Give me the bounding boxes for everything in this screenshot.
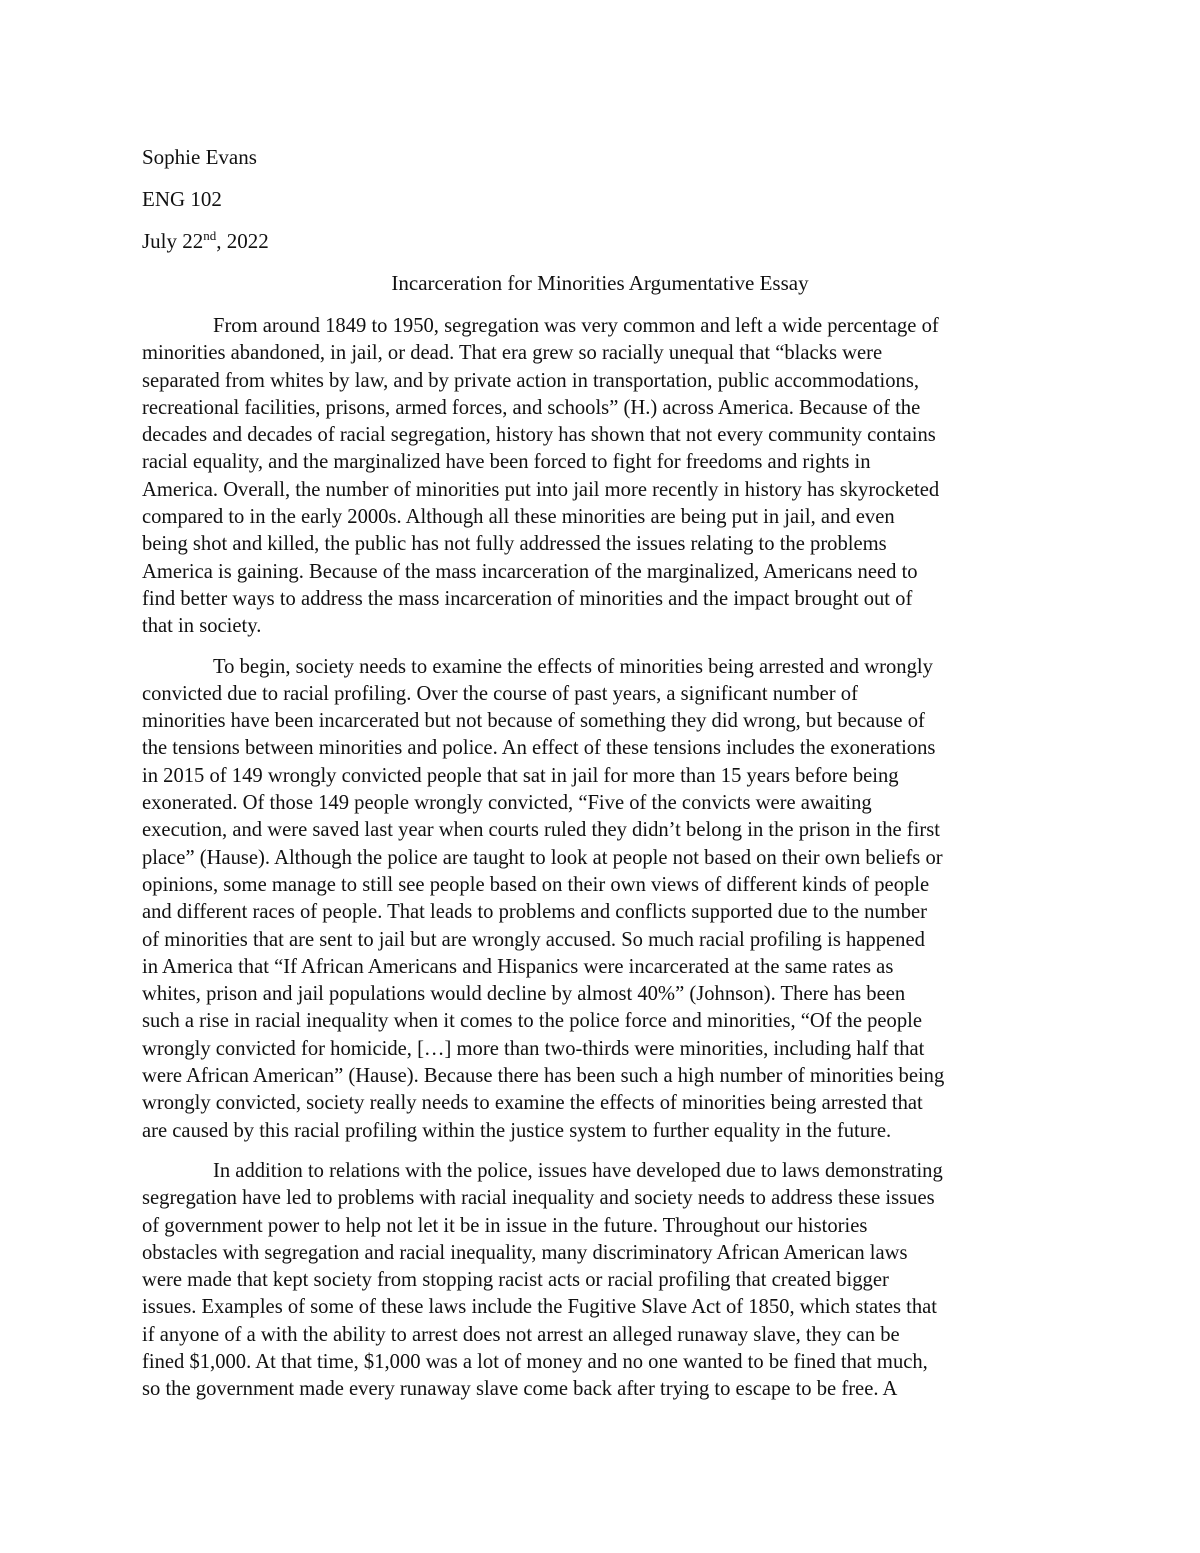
paragraph-line: are caused by this racial profiling within the justice system to further equality in the future. <box>142 1119 892 1142</box>
paragraph-line: America is gaining. Because of the mass incarceration of the marginalized, Americans need to <box>142 560 918 583</box>
date-month-day: July 22 <box>142 229 204 253</box>
paragraph-line: decades and decades of racial segregation, history has shown that not every community contains <box>142 424 936 447</box>
essay-title: Incarceration for Minorities Argumentative Essay <box>391 271 809 295</box>
paragraph-line: recreational facilities, prisons, armed forces, and schools” (H.) across America. Because of the <box>142 396 921 419</box>
paragraph-line: of minorities that are sent to jail but are wrongly accused. So much racial profiling is happened <box>142 928 925 951</box>
paragraph-line: wrongly convicted, society really needs to examine the effects of minorities being arrested that <box>142 1092 923 1115</box>
paragraph-line: separated from whites by law, and by private action in transportation, public accommodations, <box>142 369 920 392</box>
paragraph-line: find better ways to address the mass incarceration of minorities and the impact brought out of <box>142 587 913 610</box>
paragraph-line: that in society. <box>142 615 262 638</box>
paragraph-line: the tensions between minorities and police. An effect of these tensions includes the exonerations <box>142 737 936 760</box>
paragraph-line: To begin, society needs to examine the effects of minorities being arrested and wrongly <box>213 655 933 678</box>
paragraph-line: were made that kept society from stopping racist acts or racial profiling that created bigger <box>142 1269 889 1292</box>
essay-paragraph <box>142 654 1060 1145</box>
paragraph-line: America. Overall, the number of minorities put into jail more recently in history has skyrocketed <box>142 478 940 501</box>
paragraph-line: place” (Hause). Although the police are taught to look at people not based on their own beliefs or <box>142 846 943 869</box>
essay-date <box>142 228 269 254</box>
paragraph-line: compared to in the early 2000s. Although all these minorities are being put in jail, and even <box>142 506 895 529</box>
author-name: Sophie Evans <box>142 145 257 169</box>
paragraph-line: of government power to help not let it be in issue in the future. Throughout our histories <box>142 1214 868 1237</box>
paragraph-line: minorities abandoned, in jail, or dead. That era grew so racially unequal that “blacks were <box>142 342 883 365</box>
paragraph-line: in 2015 of 149 wrongly convicted people that sat in jail for more than 15 years before being <box>142 764 899 787</box>
paragraph-line: being shot and killed, the public has not fully addressed the issues relating to the problems <box>142 533 887 556</box>
paragraph-line: issues. Examples of some of these laws include the Fugitive Slave Act of 1850, which states that <box>142 1296 938 1319</box>
paragraph-line: racial equality, and the marginalized have been forced to fight for freedoms and rights in <box>142 451 871 474</box>
paragraph-line: and different races of people. That leads to problems and conflicts supported due to the number <box>142 901 927 924</box>
essay-body <box>142 313 1060 1417</box>
paragraph-line: exonerated. Of those 149 people wrongly convicted, “Five of the convicts were awaiting <box>142 792 872 815</box>
course-code: ENG 102 <box>142 187 222 211</box>
paragraph-line: fined $1,000. At that time, $1,000 was a lot of money and no one wanted to be fined that much, <box>142 1350 928 1373</box>
paragraph-line: execution, and were saved last year when courts ruled they didn’t belong in the prison in the first <box>142 819 940 842</box>
paragraph-line: In addition to relations with the police, issues have developed due to laws demonstrating <box>213 1159 943 1182</box>
essay-paragraph <box>142 1158 1060 1404</box>
paragraph-line: opinions, some manage to still see people based on their own views of different kinds of people <box>142 873 930 896</box>
paragraph-line: in America that “If African Americans and Hispanics were incarcerated at the same rates as <box>142 955 894 978</box>
paragraph-line: segregation have led to problems with racial inequality and society needs to address these issues <box>142 1187 935 1210</box>
paragraph-line: From around 1849 to 1950, segregation was very common and left a wide percentage of <box>213 315 939 337</box>
paragraph-line: convicted due to racial profiling. Over the course of past years, a significant number of <box>142 682 858 705</box>
date-year: , 2022 <box>216 229 269 253</box>
paragraph-line: wrongly convicted for homicide, […] more than two-thirds were minorities, including half that <box>142 1037 925 1060</box>
paragraph-line: were African American” (Hause). Because there has been such a high number of minorities being <box>142 1065 945 1088</box>
paragraph-line: whites, prison and jail populations would decline by almost 40%” (Johnson). There has been <box>142 983 906 1006</box>
paragraph-line: so the government made every runaway slave come back after trying to escape to be free. A <box>142 1378 898 1401</box>
paragraph-line: obstacles with segregation and racial inequality, many discriminatory African American laws <box>142 1241 908 1264</box>
paragraph-line: minorities have been incarcerated but not because of something they did wrong, but because of <box>142 710 925 733</box>
paragraph-line: if anyone of a with the ability to arrest does not arrest an alleged runaway slave, they can be <box>142 1323 900 1346</box>
paragraph-line: such a rise in racial inequality when it comes to the police force and minorities, “Of the people <box>142 1010 923 1033</box>
date-ordinal-suffix: nd <box>203 228 217 243</box>
essay-paragraph <box>142 313 1060 641</box>
